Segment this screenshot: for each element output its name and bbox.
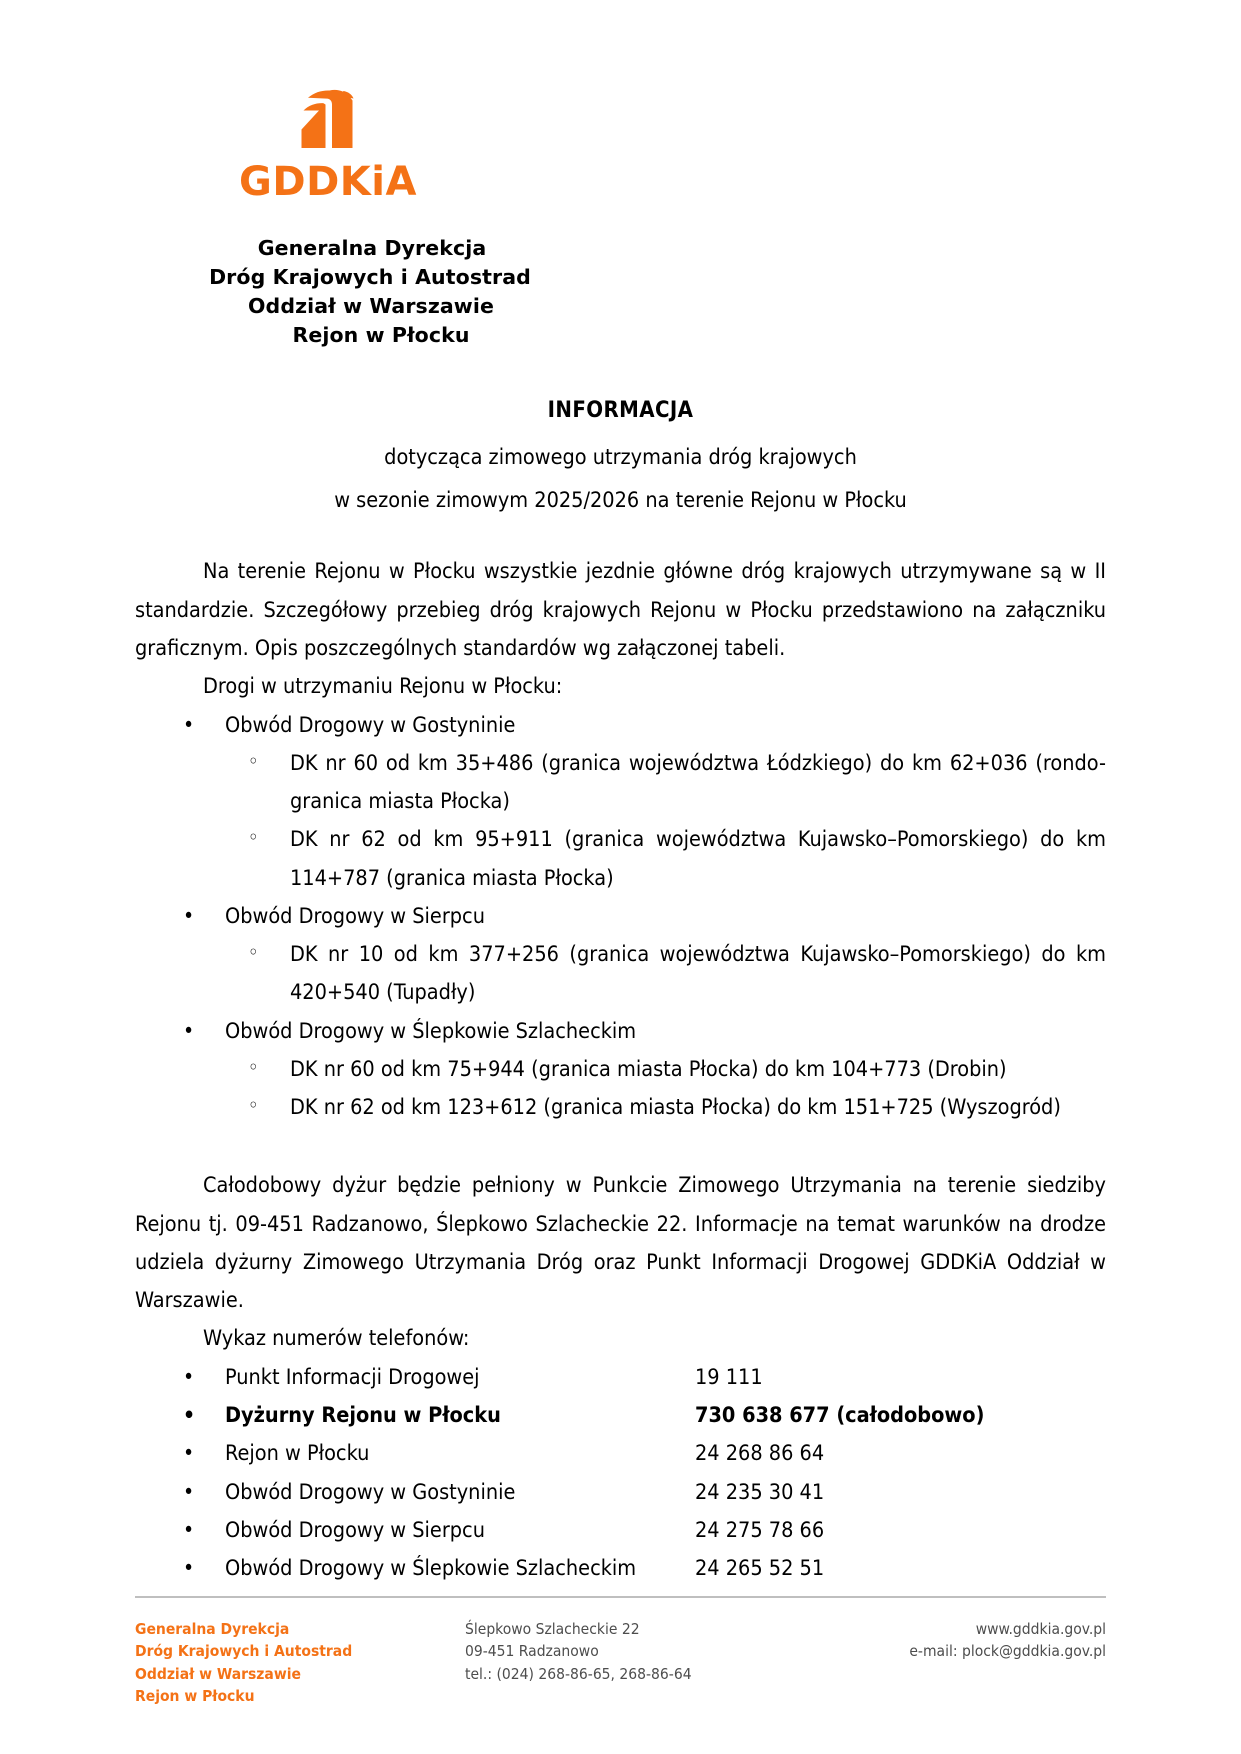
road-districts-list xyxy=(135,707,1106,1128)
list-item xyxy=(135,898,1106,1013)
org-line-2: Dróg Krajowych i Autostrad xyxy=(209,265,531,290)
org-line-3: Oddział w Warszawie xyxy=(248,294,494,319)
phone-number: 24 268 86 64 xyxy=(695,1441,825,1467)
document-body xyxy=(135,553,1106,1588)
list-item xyxy=(135,1550,1106,1588)
phone-label: • Dyżurny Rejonu w Płocku xyxy=(225,1403,501,1429)
intro-paragraph: Na terenie Rejonu w Płocku wszystkie jezdnie główne dróg krajowych utrzymywane są w II standardzie. Szczegółowy przebieg dróg krajowych Rejonu w Płocku przedstawiono na załączniku graficznym. Opis poszczególnych standardów wg załączonej tabeli. xyxy=(135,559,1106,661)
page-footer xyxy=(135,1618,1106,1708)
district-name: • Obwód Drogowy w Sierpcu xyxy=(225,904,485,929)
roads-lead-line: Drogi w utrzymaniu Rejonu w Płocku: xyxy=(203,674,563,700)
district-roads-list xyxy=(225,1051,1106,1128)
district-name: • Obwód Drogowy w Gostyninie xyxy=(225,713,515,738)
gddkia-logo xyxy=(213,88,443,205)
org-line-4: Rejon w Płocku xyxy=(292,323,470,348)
district-roads-list xyxy=(225,936,1106,1013)
footer-address xyxy=(465,1618,805,1708)
subtitle-line-2: w sezonie zimowym 2025/2026 na terenie Rejonu w Płocku xyxy=(334,488,907,514)
page-title: INFORMACJA xyxy=(547,398,694,424)
footer-contact xyxy=(805,1618,1106,1708)
list-item xyxy=(135,1013,1106,1128)
list-item: ◦ DK nr 60 od km 35+486 (granica województwa Łódzkiego) do km 62+036 (rondo-granica miasta Płocka) xyxy=(225,745,1106,822)
gddkia-eagle-logo-icon xyxy=(285,88,371,160)
footer-org-line-3: Oddział w Warszawie xyxy=(135,1664,301,1683)
phone-number: 24 275 78 66 xyxy=(695,1517,825,1543)
footer-address-street: Ślepkowo Szlacheckie 22 xyxy=(465,1620,640,1638)
list-item: ◦ DK nr 10 od km 377+256 (granica województwa Kujawsko–Pomorskiego) do km 420+540 (Tupadły) xyxy=(225,936,1106,1013)
letterhead xyxy=(135,0,1106,350)
district-name: • Obwód Drogowy w Ślepkowie Szlacheckim xyxy=(225,1019,636,1044)
gddkia-wordmark: GDDKiA xyxy=(239,159,417,205)
list-item xyxy=(135,1474,1106,1512)
phones-lead-line: Wykaz numerów telefonów: xyxy=(203,1326,470,1352)
phone-number: 730 638 677 (całodobowo) xyxy=(695,1403,985,1429)
phone-numbers-list xyxy=(135,1359,1106,1589)
footer-divider xyxy=(135,1596,1106,1598)
footer-website: www.gddkia.gov.pl xyxy=(975,1620,1106,1638)
list-item: ◦ DK nr 62 od km 123+612 (granica miasta Płocka) do km 151+725 (Wyszogród) xyxy=(225,1089,1106,1127)
phone-number: 19 111 xyxy=(695,1364,763,1390)
list-item xyxy=(135,1359,1106,1397)
title-block xyxy=(135,398,1106,513)
list-item xyxy=(135,1397,1106,1435)
phone-label: • Obwód Drogowy w Ślepkowie Szlacheckim xyxy=(225,1556,637,1582)
footer-email: e-mail: plock@gddkia.gov.pl xyxy=(909,1642,1106,1661)
phone-label: • Rejon w Płocku xyxy=(225,1441,370,1467)
list-item xyxy=(135,1435,1106,1473)
phone-number: 24 235 30 41 xyxy=(695,1479,825,1505)
org-line-1: Generalna Dyrekcja xyxy=(257,236,487,260)
subtitle-line-1: dotycząca zimowego utrzymania dróg krajowych xyxy=(384,445,857,471)
organization-name xyxy=(160,234,580,350)
phone-number: 24 265 52 51 xyxy=(695,1556,825,1582)
duty-paragraph: Całodobowy dyżur będzie pełniony w Punkcie Zimowego Utrzymania na terenie siedziby Rejonu tj. 09-451 Radzanowo, Ślepkowo Szlacheckie 22. Informacje na temat warunków na drodze udziela dyżurny Zimowego Utrzymania Dróg oraz Punkt Informacji Drogowej GDDKiA Oddział w Warszawie. xyxy=(135,1173,1106,1314)
footer-org-line-2: Dróg Krajowych i Autostrad xyxy=(135,1642,353,1661)
footer-address-phone: tel.: (024) 268-86-65, 268-86-64 xyxy=(465,1664,692,1683)
list-item xyxy=(135,1512,1106,1550)
list-item xyxy=(135,707,1106,898)
footer-organization xyxy=(135,1618,465,1708)
footer-org-line-1: Generalna Dyrekcja xyxy=(135,1620,290,1638)
footer-address-city: 09-451 Radzanowo xyxy=(465,1642,599,1661)
phone-label: • Obwód Drogowy w Sierpcu xyxy=(225,1517,485,1543)
list-item: ◦ DK nr 62 od km 95+911 (granica województwa Kujawsko–Pomorskiego) do km 114+787 (granica miasta Płocka) xyxy=(225,821,1106,898)
phone-label: • Punkt Informacji Drogowej xyxy=(225,1364,480,1390)
district-roads-list xyxy=(225,745,1106,898)
phone-label: • Obwód Drogowy w Gostyninie xyxy=(225,1479,516,1505)
list-item: ◦ DK nr 60 od km 75+944 (granica miasta Płocka) do km 104+773 (Drobin) xyxy=(225,1051,1106,1089)
footer-org-line-4: Rejon w Płocku xyxy=(135,1687,255,1706)
